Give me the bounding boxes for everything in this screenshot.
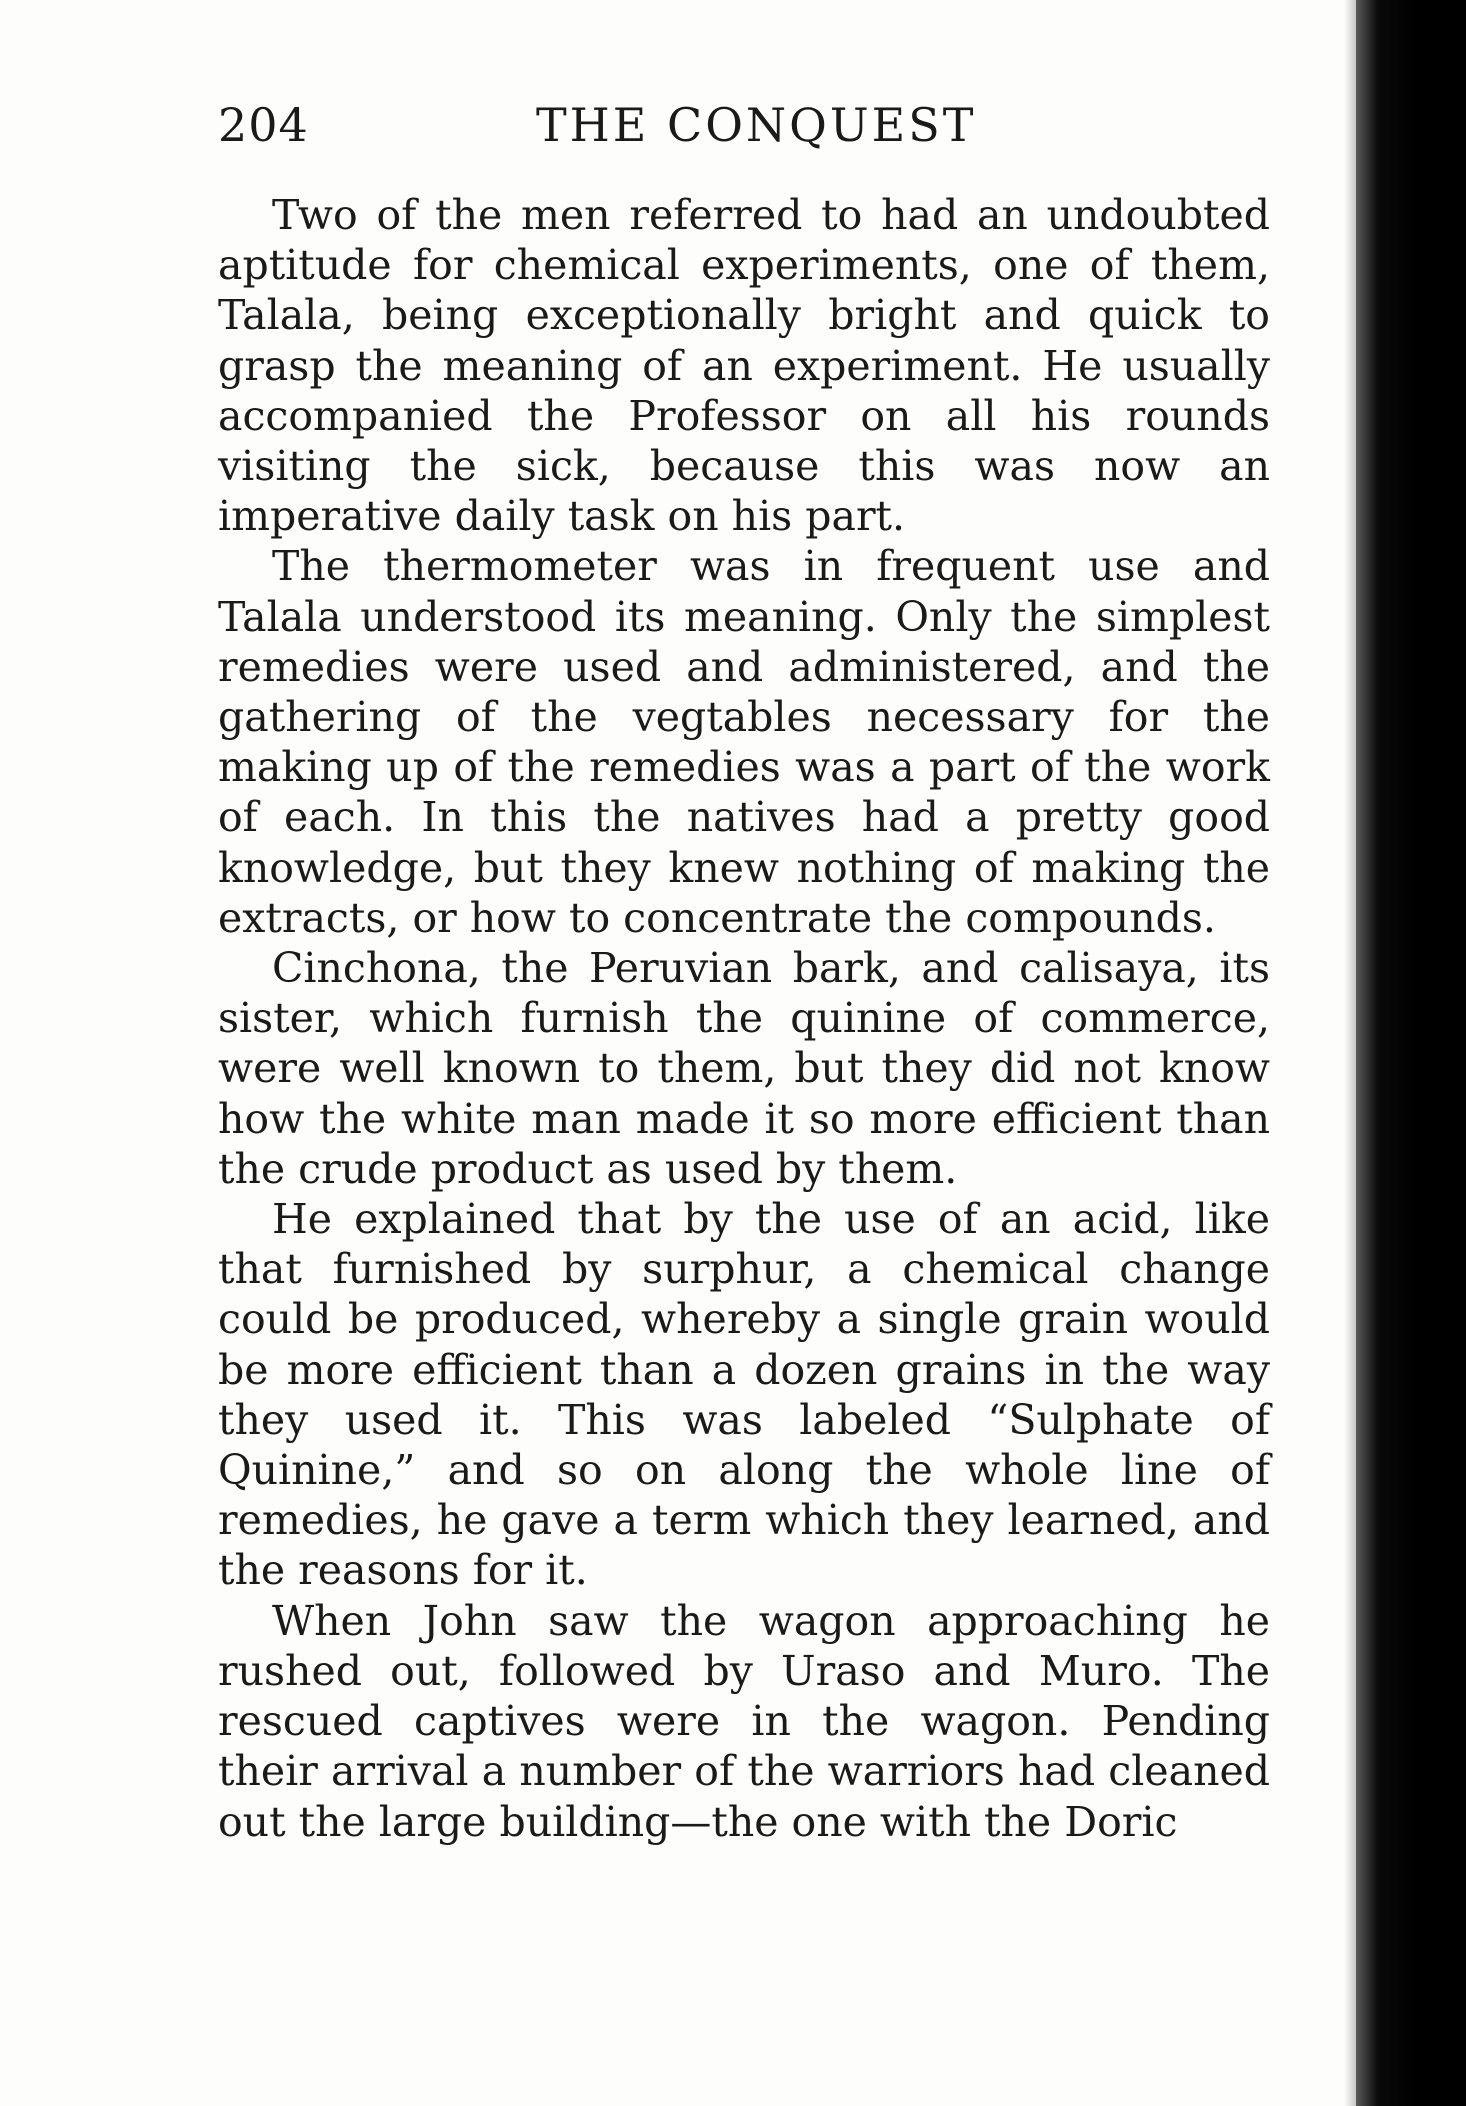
paragraph-3: Cinchona, the Peruvian bark, and calisaya, its sister, which furnish the quinine of commerce, were well known to them, but they did not know how the white man made it so more efficient than the crude product as used by them. [218, 944, 1270, 1193]
running-title: THE CONQUEST [536, 98, 977, 152]
binding-shadow [1356, 0, 1466, 2106]
page-header [218, 98, 1278, 158]
paragraph-1: Two of the men referred to had an undoubted aptitude for chemical experiments, one of them, Talala, being exceptionally bright and quick to grasp the meaning of an experiment. He usually accompanied the Professor on all his rounds visiting the sick, because this was now an imperative daily task on his part. [218, 191, 1270, 541]
paragraph-5: When John saw the wagon approaching he rushed out, followed by Uraso and Muro. The rescued captives were in the wagon. Pending their arrival a number of the warriors had cleaned out the large building—the one with the Doric [218, 1596, 1270, 1846]
body-text [218, 190, 1270, 1847]
paragraph-2: The thermometer was in frequent use and Talala understood its meaning. Only the simplest remedies were used and administered, and the gathering of the vegtables necessary for the making up of the remedies was a part of the work of each. In this the natives had a pretty good knowledge, but they knew nothing of making the extracts, or how to concentrate the compounds. [218, 542, 1270, 942]
paragraph-4: He explained that by the use of an acid, like that furnished by surphur, a chemical change could be produced, whereby a single grain would be more efficient than a dozen grains in the way they used it. This was labeled “Sulphate of Quinine,” and so on along the whole line of remedies, he gave a term which they learned, and the reasons for it. [218, 1195, 1270, 1595]
page-number: 204 [218, 98, 309, 152]
